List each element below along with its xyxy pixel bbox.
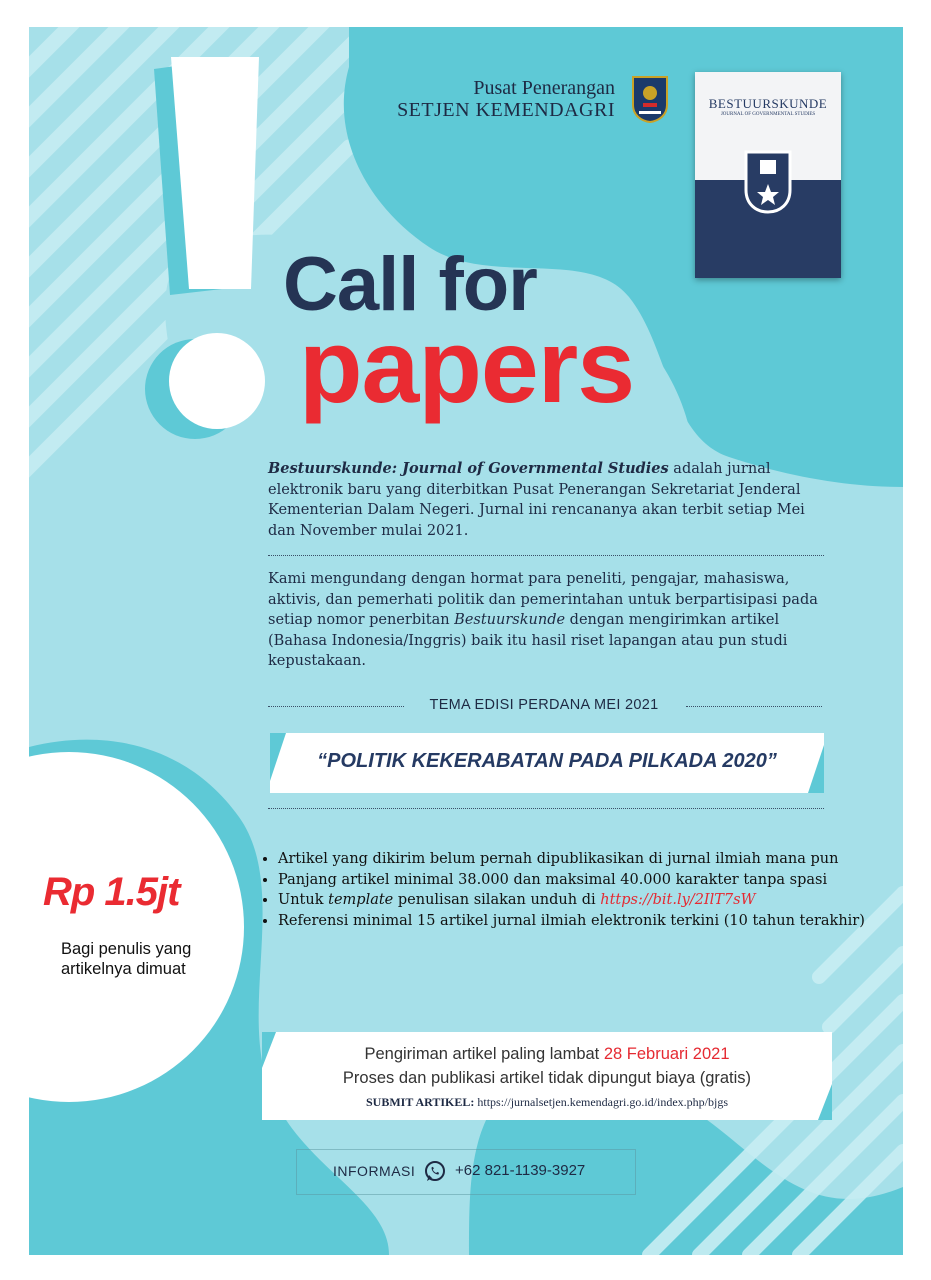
divider xyxy=(268,706,404,707)
divider xyxy=(268,808,824,809)
intro-text: adalah jurnal elektronik baru yang diterbitkan Pusat Penerangan Sekretariat Jenderal Kementerian Dalam Negeri. Jurnal ini rencananya akan terbit setiap Mei dan November mulai 2021. xyxy=(268,461,805,539)
invitation-journal-name: Bestuurskunde xyxy=(454,612,566,628)
theme-box xyxy=(270,733,824,793)
submission-url-line xyxy=(262,1095,832,1110)
deadline-text: Pengiriman artikel paling lambat xyxy=(364,1045,604,1063)
submission-fee: Proses dan publikasi artikel tidak dipungut biaya (gratis) xyxy=(342,1069,752,1087)
requirements-list xyxy=(258,849,888,931)
requirement-item: • Panjang artikel minimal 38.000 dan maksimal 40.000 karakter tanpa spasi xyxy=(278,870,888,891)
publisher-line1: Pusat Penerangan xyxy=(473,77,615,99)
submission-box xyxy=(262,1032,832,1120)
publisher-line2: SETJEN KEMENDAGRI xyxy=(397,99,615,122)
requirement-text: penulisan silakan unduh di xyxy=(393,892,601,908)
submit-url-link[interactable]: https://jurnalsetjen.kemendagri.go.id/index.php/bjgs xyxy=(477,1095,729,1109)
divider xyxy=(686,706,822,707)
invitation-paragraph xyxy=(268,569,828,672)
contact-box xyxy=(296,1149,636,1195)
theme-title: “POLITIK KEKERABATAN PADA PILKADA 2020” xyxy=(317,750,777,772)
whatsapp-icon xyxy=(424,1160,446,1182)
deadline-date: 28 Februari 2021 xyxy=(603,1045,730,1063)
prize-amount: Rp 1.5jt xyxy=(43,870,180,914)
publisher-name xyxy=(397,77,615,122)
heading-papers: papers xyxy=(299,309,635,425)
template-download-link[interactable]: https://bit.ly/2IlT7sW xyxy=(600,892,756,908)
requirement-text: Untuk xyxy=(278,892,329,908)
theme-label: TEMA EDISI PERDANA MEI 2021 xyxy=(429,697,659,713)
poster xyxy=(29,27,903,1255)
garuda-emblem-icon xyxy=(631,75,669,123)
submit-label: SUBMIT ARTIKEL: xyxy=(365,1095,475,1109)
requirement-item xyxy=(278,890,888,911)
heading-call-for: Call for xyxy=(283,242,537,327)
journal-cover-subtitle: JOURNAL OF GOVERNMENTAL STUDIES xyxy=(720,112,816,117)
requirement-template-word: template xyxy=(328,892,394,908)
requirement-item: • Referensi minimal 15 artikel jurnal ilmiah elektronik terkini (10 tahun terakhir) xyxy=(278,911,888,932)
prize-description: Bagi penulis yang artikelnya dimuat xyxy=(61,940,192,978)
invitation-part2: dengan mengirimkan artikel (Bahasa Indonesia/Inggris) baik itu hasil riset lapangan atau pun studi kepustakaan. xyxy=(268,612,788,669)
contact-phone[interactable]: +62 821-1139-3927 xyxy=(455,1162,586,1179)
journal-cover-title: BESTUURSKUNDE xyxy=(708,96,828,111)
intro-paragraph xyxy=(268,459,828,541)
requirement-item: • Artikel yang dikirim belum pernah dipublikasikan di jurnal ilmiah mana pun xyxy=(278,849,888,870)
divider xyxy=(268,555,824,556)
journal-cover-badge-icon xyxy=(742,148,794,216)
submission-deadline xyxy=(262,1045,832,1064)
journal-cover xyxy=(695,72,841,278)
intro-journal-name: Bestuurskunde: Journal of Governmental Studies xyxy=(268,460,669,477)
invitation-part1: Kami mengundang dengan hormat para peneliti, pengajar, mahasiswa, aktivis, dan pemerhati politik dan pemerintahan untuk berpartisipasi pada setiap nomor penerbitan xyxy=(268,571,818,628)
contact-label: INFORMASI xyxy=(333,1163,416,1179)
